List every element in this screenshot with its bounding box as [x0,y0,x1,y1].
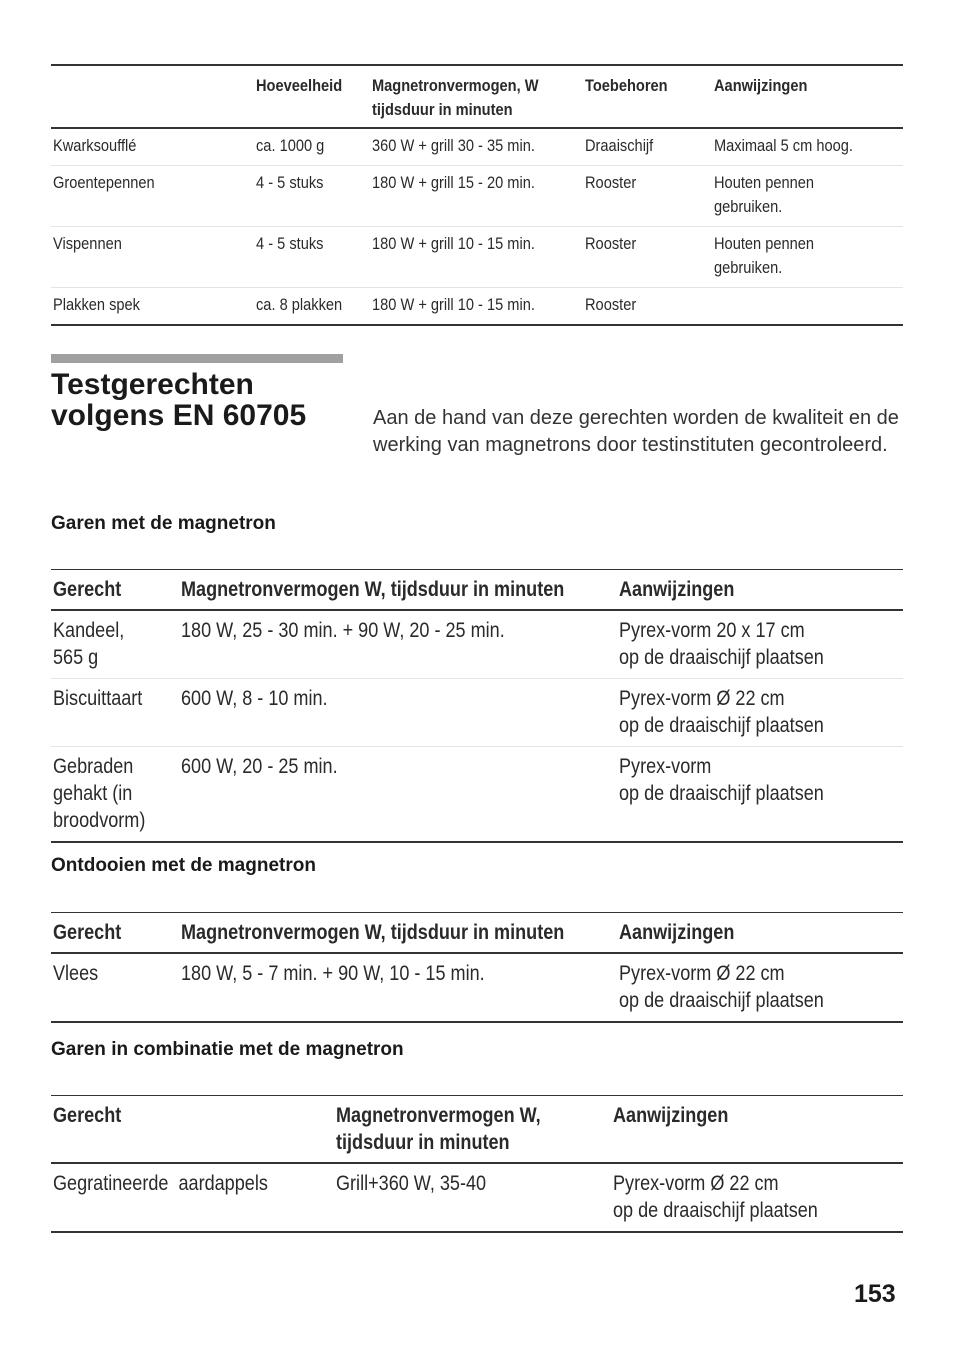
cell-dish: Vispennen [51,227,254,288]
cell-power-time: 180 W, 5 - 7 min. + 90 W, 10 - 15 min. [181,962,485,985]
table-header-row [51,1096,903,1164]
section-intro: Aan de hand van deze gerechten worden de kwaliteit en de werking van magnetrons door testinstituten gecontroleerd. [373,407,899,456]
table-row [51,679,903,747]
cooking-table-top [51,64,903,326]
cell-power-time: Grill+360 W, 35-40 [336,1172,487,1195]
header-power-time: Magnetronvermogen W, tijdsduur in minuten [334,1096,611,1164]
header-dish: Gerecht [51,1096,334,1164]
cell-dish: Kandeel, 565 g [51,610,179,679]
header-accessories: Toebehoren [583,65,712,128]
table-row [51,1163,903,1232]
cell-notes: Pyrex-vorm Ø 22 cm op de draaischijf plaatsen [617,679,903,747]
cell-quantity: 4 - 5 stuks [254,227,370,288]
cell-accessories: Rooster [583,227,712,288]
table-row [51,288,903,326]
cell-dish: Biscuittaart [51,679,179,747]
cell-accessories: Rooster [583,166,712,227]
cell-quantity: 4 - 5 stuks [254,166,370,227]
cell-power-time: 180 W, 25 - 30 min. + 90 W, 20 - 25 min. [179,610,617,679]
header-notes: Aanwijzingen [611,1096,903,1164]
cell-accessories: Draaischijf [583,128,712,166]
cell-dish: Gegratineerde aardappels [53,1172,268,1195]
page-number: 153 [854,1280,896,1308]
cell-quantity: ca. 8 plakken [256,295,343,314]
cell-power-time: 600 W, 20 - 25 min. [181,755,338,778]
table-row [51,227,903,288]
cell-notes: Maximaal 5 cm hoog. [712,128,903,166]
cell-power-time: 180 W + grill 15 - 20 min. [370,166,583,227]
table-garen [51,569,903,843]
table-ontdooien [51,912,903,1023]
cell-dish: Plakken spek [53,295,140,314]
header-power-time: Magnetronvermogen W, tijdsduur in minuten [179,570,617,611]
header-power-time: Magnetronvermogen W, tijdsduur in minuten [179,913,617,954]
section-divider-bar [51,354,343,363]
cell-power-time: 180 W + grill 10 - 15 min. [370,227,583,288]
cell-notes: Pyrex-vorm Ø 22 cm op de draaischijf plaatsen [619,962,824,1012]
subheading-garen: Garen met de magnetron [51,513,276,534]
cell-power-time: 180 W + grill 10 - 15 min. [372,295,535,314]
table-header-row [51,65,903,128]
cell-notes: Pyrex-vorm Ø 22 cm op de draaischijf plaatsen [613,1172,818,1222]
table-row [51,953,903,1022]
table-combinatie [51,1095,903,1233]
subheading-ontdooien: Ontdooien met de magnetron [51,855,316,876]
header-power-time: Magnetronvermogen, W tijdsduur in minuten [370,65,583,128]
table-header-row [51,570,903,611]
table-row [51,128,903,166]
header-notes: Aanwijzingen [712,65,903,128]
cell-notes: Pyrex-vorm 20 x 17 cm op de draaischijf plaatsen [617,610,903,679]
table-header-row [51,913,903,954]
header-dish [51,65,254,128]
table-row [51,166,903,227]
subheading-combinatie: Garen in combinatie met de magnetron [51,1039,404,1060]
cell-dish: Gebraden gehakt (in broodvorm) [53,755,146,832]
cell-dish: Vlees [53,962,99,985]
cell-notes: Houten pennen gebruiken. [712,227,903,288]
section-title: Testgerechten volgens EN 60705 [51,368,307,432]
table-row [51,610,903,679]
header-dish: Gerecht [51,913,179,954]
cell-notes: Houten pennen gebruiken. [712,166,903,227]
cell-notes [712,288,903,326]
header-notes: Aanwijzingen [617,913,903,954]
header-notes: Aanwijzingen [617,570,903,611]
table-row [51,747,903,843]
cell-dish: Groentepennen [51,166,254,227]
cell-dish: Kwarksoufflé [51,128,254,166]
header-dish: Gerecht [51,570,179,611]
cell-accessories: Rooster [585,295,637,314]
cell-notes: Pyrex-vorm op de draaischijf plaatsen [619,755,824,805]
cell-quantity: ca. 1000 g [254,128,370,166]
cell-power-time: 600 W, 8 - 10 min. [179,679,617,747]
cell-power-time: 360 W + grill 30 - 35 min. [370,128,583,166]
header-quantity: Hoeveelheid [254,65,370,128]
